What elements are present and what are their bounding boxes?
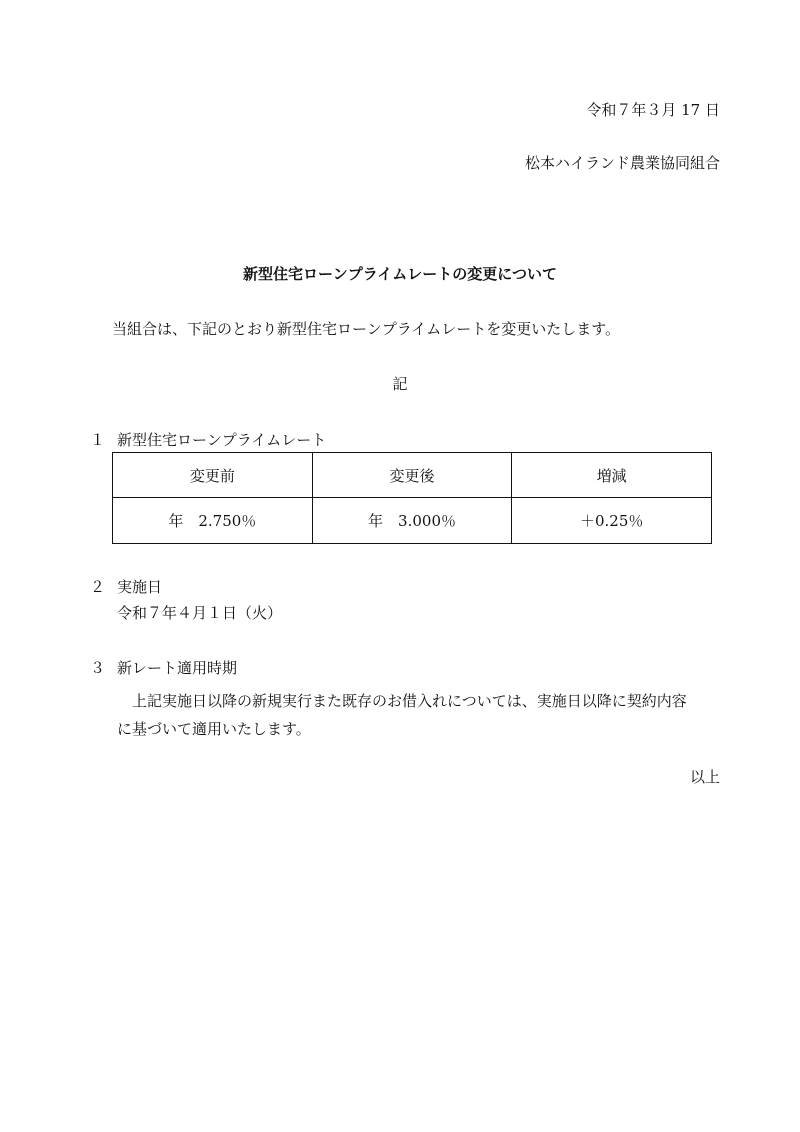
- section-2-body: 令和７年４月１日（火）: [117, 604, 283, 622]
- section-3-body: [117, 687, 723, 743]
- section-2-number: ２: [90, 578, 106, 596]
- ki-marker: 記: [392, 375, 408, 393]
- section-3-body-line-1: 上記実施日以降の新規実行また既存のお借入れについては、実施日以降に契約内容: [132, 692, 687, 710]
- value-after: 年 3.000％: [312, 498, 512, 544]
- rate-table: [112, 452, 712, 544]
- organization-name: 松本ハイランド農業協同組合: [524, 154, 720, 172]
- section-2-heading: 実施日: [117, 578, 163, 596]
- value-change: ＋0.25％: [512, 498, 712, 544]
- section-3-heading: 新レート適用時期: [117, 659, 238, 677]
- header-before: 変更前: [113, 453, 313, 498]
- rate-table-value-row: [113, 498, 712, 544]
- rate-table-header-row: [113, 453, 712, 498]
- section-3-body-line-2: に基づいて適用いたします。: [117, 720, 311, 738]
- section-3-number: ３: [90, 659, 106, 677]
- header-change: 増減: [512, 453, 712, 498]
- value-before: 年 2.750％: [113, 498, 313, 544]
- intro-paragraph: 当組合は、下記のとおり新型住宅ローンプライムレートを変更いたします。: [112, 320, 621, 338]
- header-after: 変更後: [312, 453, 512, 498]
- section-1-heading: 新型住宅ローンプライムレート: [117, 431, 327, 449]
- closing-mark: 以上: [689, 768, 720, 786]
- document-date: 令和７年３月 17 日: [586, 101, 720, 119]
- section-1-number: １: [90, 431, 106, 449]
- document-title: 新型住宅ローンプライムレートの変更について: [243, 265, 557, 283]
